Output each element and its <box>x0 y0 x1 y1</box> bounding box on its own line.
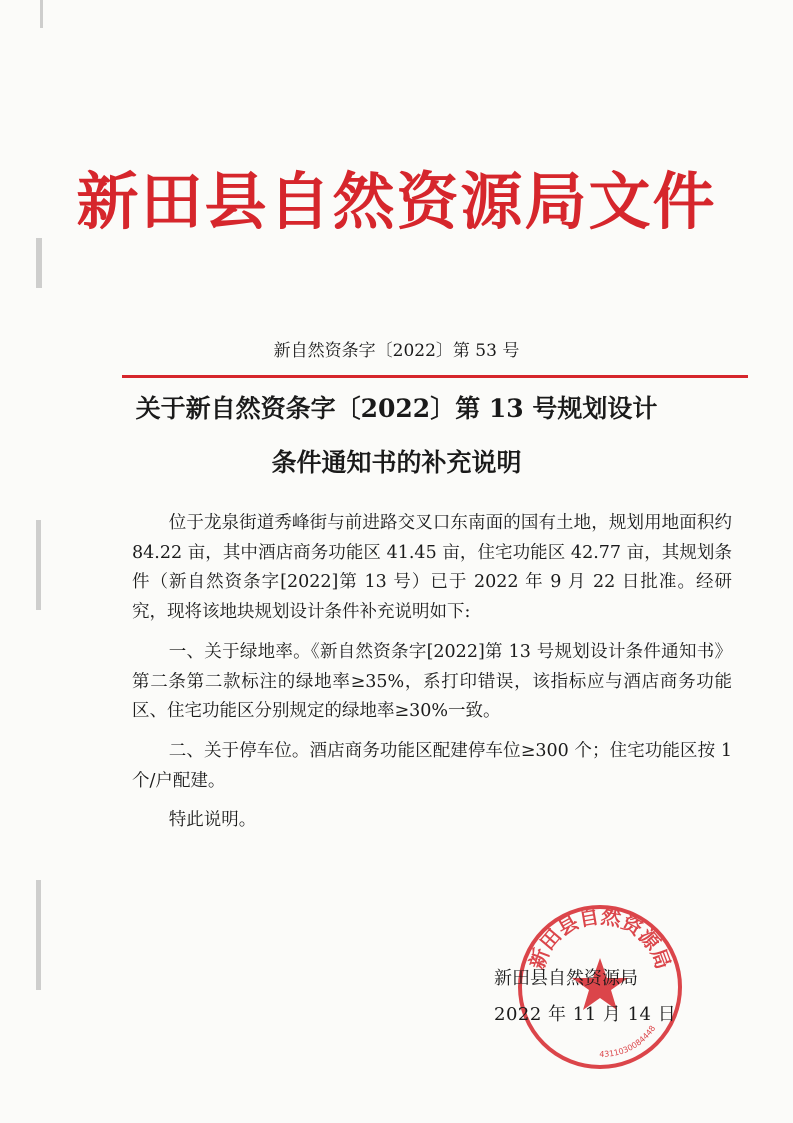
scan-artifact <box>36 520 41 610</box>
body-paragraph: 一、关于绿地率。《新自然资条字[2022]第 13 号规划设计条件通知书》第二条第二款标注的绿地率≥35%，系打印错误，该指标应与酒店商务功能区、住宅功能区分别规定的绿地率≥30%一致。 <box>132 641 732 722</box>
body-paragraph: 二、关于停车位。酒店商务功能区配建停车位≥300 个；住宅功能区按 1 个/户配建。 <box>132 740 732 791</box>
document-title-line-2: 条件通知书的补充说明 <box>271 448 522 477</box>
document-number: 新自然资条字〔2022〕第 53 号 <box>273 341 520 361</box>
seal-ring-text: 新田县自然资源局 <box>524 904 676 973</box>
header-divider-line <box>122 375 748 378</box>
scan-artifact <box>36 880 41 990</box>
signature-organization: 新田县自然资源局 <box>494 968 638 989</box>
document-title-line-1: 关于新自然资条字〔2022〕第 13 号规划设计 <box>135 394 658 423</box>
scan-artifact <box>40 0 43 28</box>
signature-date: 2022 年 11 月 14 日 <box>494 1004 677 1025</box>
scan-artifact <box>36 238 42 288</box>
body-paragraph: 位于龙泉街道秀峰街与前进路交叉口东南面的国有土地，规划用地面积约 84.22 亩，其中酒店商务功能区 41.45 亩，住宅功能区 42.77 亩，其规划条件（新自然资条字[2022]第 13 号）已于 2022 年 9 月 22 日批准。经研究，现将该地块规划设计条件补充说明如下: <box>132 513 732 623</box>
document-body <box>132 509 732 836</box>
body-paragraph: 特此说明。 <box>168 810 257 831</box>
issuer-header-title: 新田县自然资源局文件 <box>76 165 717 238</box>
seal-code-text: 4311030084448 <box>599 1024 658 1059</box>
